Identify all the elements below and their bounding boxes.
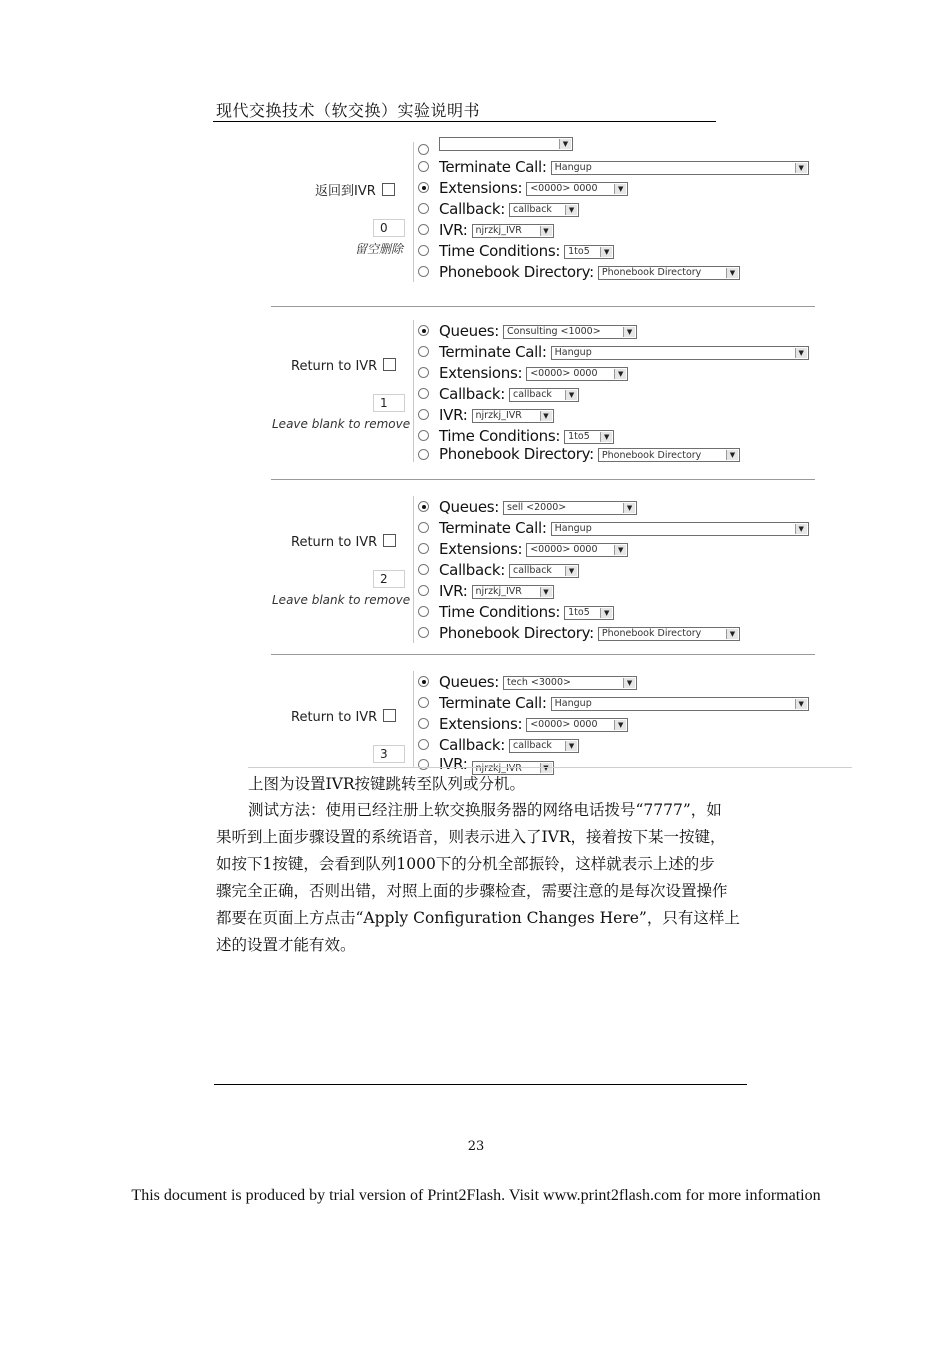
select-value: Phonebook Directory [601,267,702,278]
label-ivr: IVR: [439,405,468,424]
entry-separator [271,479,815,480]
page-number: 23 [467,1139,485,1154]
digit-field[interactable]: 1 [373,394,405,412]
label-ivr: IVR: [439,220,468,239]
leave-blank-note: Leave blank to remove [272,593,411,607]
select-ivr[interactable] [472,224,554,238]
return-label-text: Return to IVR [291,535,378,550]
select-extensions[interactable] [526,367,628,381]
select-extensions[interactable] [526,543,628,557]
select-callback[interactable] [509,739,579,753]
radio-callback[interactable] [418,203,429,214]
select-value: Hangup [554,523,592,534]
digit-field[interactable]: 0 [373,219,405,237]
select-callback[interactable] [509,388,579,402]
radio-callback[interactable] [418,564,429,575]
select-time-conditions[interactable] [564,430,614,444]
select-callback[interactable] [509,564,579,578]
select-phonebook[interactable] [598,448,740,462]
select-value: Hangup [554,162,592,173]
radio-ivr[interactable] [418,409,429,420]
radio-time-conditions[interactable] [418,430,429,441]
option-queues [414,320,814,341]
chevron-down-icon: ▼ [623,327,635,337]
label-ivr: IVR: [439,581,468,600]
option-extensions [414,177,814,198]
radio-callback[interactable] [418,388,429,399]
select-value: callback [513,204,552,215]
chevron-down-icon: ▼ [540,763,552,773]
select-value: 1to5 [568,246,590,257]
entry-separator [271,654,815,655]
label-queues: Queues: [439,672,500,691]
chevron-down-icon: ▼ [726,268,738,278]
chevron-down-icon: ▼ [565,566,577,576]
chevron-down-icon: ▼ [795,699,807,709]
return-to-ivr-label [315,180,395,199]
return-to-ivr-checkbox[interactable] [383,358,396,371]
chevron-down-icon: ▼ [614,720,626,730]
option-phonebook [414,446,814,462]
option-extensions [414,538,814,559]
leave-blank-note: Leave blank to remove [272,417,411,431]
select-queues[interactable] [503,325,637,339]
radio-extensions[interactable] [418,718,429,729]
select-time-conditions[interactable] [564,245,614,259]
trial-notice: This document is produced by trial version of Print2Flash. Visit www.print2flash.com for more information [131,1187,821,1204]
chevron-down-icon: ▼ [600,608,612,618]
label-callback: Callback: [439,560,506,579]
select-queues[interactable] [503,501,637,515]
option-terminate [414,341,814,362]
chevron-down-icon: ▼ [600,247,612,257]
chevron-down-icon: ▼ [540,411,552,421]
select-phonebook[interactable] [598,266,740,280]
label-callback: Callback: [439,735,506,754]
chevron-down-icon: ▼ [559,139,571,149]
paragraph-line: 如按下1按键，会看到队列1000下的分机全部振铃，这样就表示上述的步 [216,855,715,873]
label-extensions: Extensions: [439,714,523,733]
select-cut[interactable] [439,137,573,151]
radio-phonebook[interactable] [418,266,429,277]
chevron-down-icon: ▼ [795,163,807,173]
option-callback [414,198,814,219]
return-to-ivr-label [291,358,396,374]
select-value: Hangup [554,698,592,709]
option-time-conditions [414,425,814,446]
label-ivr: IVR: [439,755,468,773]
label-terminate: Terminate Call: [439,518,547,537]
radio-queues-selected[interactable] [418,501,429,512]
select-value: <0000> 0000 [530,183,598,194]
option-callback [414,734,814,755]
option-extensions [414,362,814,383]
option-callback [414,383,814,404]
chevron-down-icon: ▼ [726,450,738,460]
select-value: 1to5 [568,431,590,442]
chevron-down-icon: ▼ [565,205,577,215]
radio-terminate[interactable] [418,522,429,533]
select-terminate[interactable] [551,346,809,360]
select-value: callback [513,565,552,576]
radio-ivr[interactable] [418,585,429,596]
radio-extensions[interactable] [418,367,429,378]
embedded-ivr-screenshot [265,140,855,774]
select-value: <0000> 0000 [530,544,598,555]
option-ivr [414,580,814,601]
label-phonebook: Phonebook Directory: [439,262,594,281]
option-queues [414,671,814,692]
radio-queues-selected[interactable] [418,676,429,687]
return-label-text: Return to IVR [291,359,378,374]
chevron-down-icon: ▼ [795,348,807,358]
radio-cut[interactable] [418,144,429,155]
paragraph-line: 骤完全正确，否则出错，对照上面的步骤检查，需要注意的是每次设置操作 [216,882,728,900]
chevron-down-icon: ▼ [565,741,577,751]
destination-options [413,142,814,282]
option-phonebook [414,622,814,643]
chevron-down-icon: ▼ [795,524,807,534]
radio-ivr[interactable] [418,224,429,235]
header-rule [213,121,716,122]
select-value: Phonebook Directory [601,628,702,639]
label-terminate: Terminate Call: [439,693,547,712]
label-callback: Callback: [439,199,506,218]
radio-terminate[interactable] [418,697,429,708]
label-time-conditions: Time Conditions: [439,602,561,621]
destination-options [413,671,814,774]
select-value: Phonebook Directory [601,449,702,461]
label-callback: Callback: [439,384,506,403]
select-terminate[interactable] [551,522,809,536]
select-value: Hangup [554,347,592,358]
select-callback[interactable] [509,203,579,217]
radio-time-conditions[interactable] [418,245,429,256]
entry-separator [271,306,815,307]
select-value: njrzkj_IVR [475,410,522,421]
chevron-down-icon: ▼ [540,587,552,597]
chevron-down-icon: ▼ [726,629,738,639]
select-queues[interactable] [503,676,637,690]
label-extensions: Extensions: [439,178,523,197]
document-header-title: 现代交换技术（软交换）实验说明书 [216,101,481,120]
option-time-conditions [414,601,814,622]
label-terminate: Terminate Call: [439,342,547,361]
paragraph-line: 述的设置才能有效。 [216,936,356,954]
select-value: <0000> 0000 [530,368,598,379]
destination-options [413,496,814,643]
select-value: 1to5 [568,607,590,618]
destination-options [413,320,814,462]
return-to-ivr-checkbox[interactable] [382,183,395,196]
select-value: callback [513,389,552,400]
return-to-ivr-checkbox[interactable] [383,534,396,547]
radio-phonebook[interactable] [418,449,429,460]
select-value: sell <2000> [507,502,567,513]
option-terminate [414,156,814,177]
option-callback [414,559,814,580]
option-terminate [414,517,814,538]
label-time-conditions: Time Conditions: [439,426,561,445]
option-phonebook [414,261,814,282]
chevron-down-icon: ▼ [614,545,626,555]
label-extensions: Extensions: [439,363,523,382]
option-terminate [414,692,814,713]
return-label-text: 返回到IVR [315,184,376,199]
radio-terminate[interactable] [418,161,429,172]
select-value: tech <3000> [507,677,571,688]
label-extensions: Extensions: [439,539,523,558]
select-phonebook[interactable] [598,627,740,641]
radio-ivr[interactable] [418,759,429,770]
option-cut-top [414,142,814,156]
chevron-down-icon: ▼ [600,432,612,442]
radio-phonebook[interactable] [418,627,429,638]
leave-blank-note: 留空删除 [355,242,404,256]
select-extensions[interactable] [526,718,628,732]
chevron-down-icon: ▼ [623,503,635,513]
figure-caption: 上图为设置IVR按键跳转至队列或分机。 [248,775,525,793]
radio-extensions-selected[interactable] [418,182,429,193]
radio-callback[interactable] [418,739,429,750]
return-to-ivr-label [291,709,396,725]
option-ivr [414,755,814,774]
select-ivr[interactable] [472,585,554,599]
select-value: Consulting <1000> [507,326,601,337]
select-ivr[interactable] [472,409,554,423]
chevron-down-icon: ▼ [540,226,552,236]
select-terminate[interactable] [551,161,809,175]
paragraph-line: 都要在页面上方点击“Apply Configuration Changes Here”，只有这样上 [216,909,740,927]
screenshot-bottom-edge [248,767,852,768]
chevron-down-icon: ▼ [565,390,577,400]
radio-terminate[interactable] [418,346,429,357]
return-to-ivr-label [291,534,396,550]
label-terminate: Terminate Call: [439,157,547,176]
option-queues [414,496,814,517]
label-phonebook: Phonebook Directory: [439,445,594,463]
chevron-down-icon: ▼ [614,184,626,194]
label-queues: Queues: [439,321,500,340]
chevron-down-icon: ▼ [614,369,626,379]
select-terminate[interactable] [551,697,809,711]
option-extensions [414,713,814,734]
digit-field[interactable]: 3 [373,745,405,763]
paragraph-line: 测试方法：使用已经注册上软交换服务器的网络电话拨号“7777”，如 [248,801,722,819]
digit-field[interactable]: 2 [373,570,405,588]
select-value: njrzkj_IVR [475,225,522,236]
radio-queues-selected[interactable] [418,325,429,336]
radio-time-conditions[interactable] [418,606,429,617]
select-value: callback [513,740,552,751]
footer-rule [214,1084,747,1085]
option-time-conditions [414,240,814,261]
select-value: njrzkj_IVR [475,762,522,774]
label-time-conditions: Time Conditions: [439,241,561,260]
radio-extensions[interactable] [418,543,429,554]
option-ivr [414,219,814,240]
select-time-conditions[interactable] [564,606,614,620]
paragraph-line: 果听到上面步骤设置的系统语音，则表示进入了IVR，接着按下某一按键， [216,828,726,846]
select-value: njrzkj_IVR [475,586,522,597]
chevron-down-icon: ▼ [623,678,635,688]
return-to-ivr-checkbox[interactable] [383,709,396,722]
label-phonebook: Phonebook Directory: [439,623,594,642]
return-label-text: Return to IVR [291,710,378,725]
option-ivr [414,404,814,425]
select-value: <0000> 0000 [530,719,598,730]
select-extensions[interactable] [526,182,628,196]
label-queues: Queues: [439,497,500,516]
